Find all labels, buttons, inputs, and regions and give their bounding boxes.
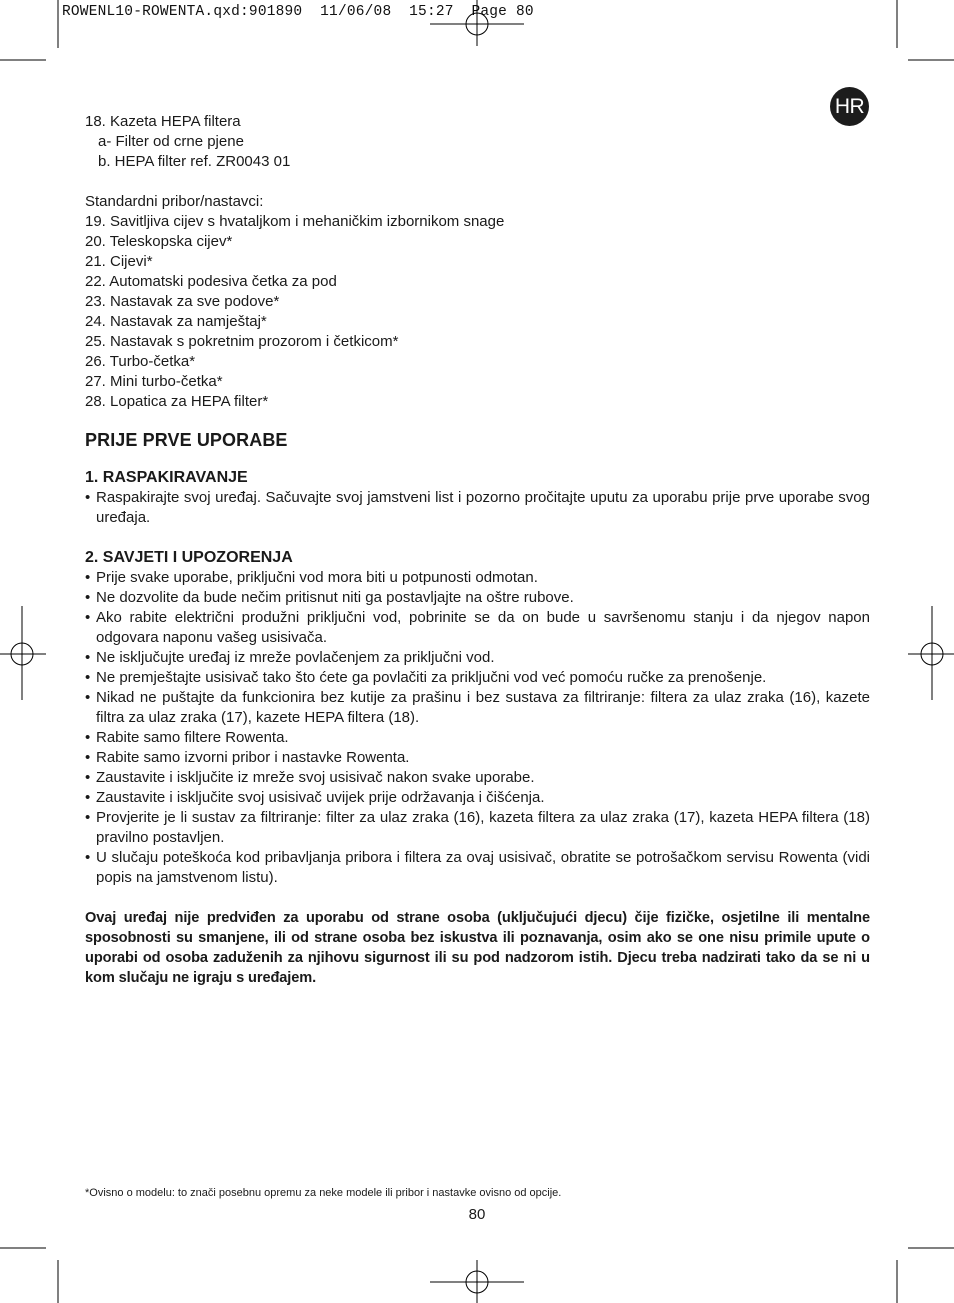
registration-mark-left [0,606,46,700]
section-heading-warnings: 2. SAVJETI I UPOZORENJA [85,549,293,566]
language-badge: HR [830,87,869,126]
section-heading-unpacking: 1. RASPAKIRAVANJE [85,469,248,486]
bullet-item: • Ne isključujte uređaj iz mreže povlačenjem za priključni vod. [85,649,495,666]
bullet-item: • Zaustavite i isključite svoj usisivač uvijek prije održavanja i čišćenja. [85,789,545,806]
accessory-item: 23. Nastavak za sve podove* [85,293,280,310]
accessory-item: 19. Savitljiva cijev s hvataljkom i mehaničkim izbornikom snage [85,213,505,230]
registration-mark-right [908,606,954,700]
accessory-item: 27. Mini turbo-četka* [85,373,223,390]
page-number: 80 [468,1206,486,1223]
accessories-title: Standardni pribor/nastavci: [85,193,264,210]
accessory-item: 28. Lopatica za HEPA filter* [85,393,269,410]
filter-subitem: a- Filter od crne pjene [98,133,244,150]
bullet-item: • Rabite samo filtere Rowenta. [85,729,289,746]
print-slug: ROWENL10-ROWENTA.qxd:901890 11/06/08 15:27 Page 80 [62,4,534,20]
accessory-item: 20. Teleskopska cijev* [85,233,233,250]
bullet-item: • Ne premještajte usisivač tako što ćete ga povlačiti za priključni vod već pomoću ručke za prenošenje. [85,669,767,686]
main-heading: PRIJE PRVE UPORABE [85,430,288,450]
bullet-item: • Raspakirajte svoj uređaj. Sačuvajte svoj jamstveni list i pozorno pročitajte uputu za uporabu prije prve uporabe svog uređaja. [85,489,870,526]
accessory-item: 22. Automatski podesiva četka za pod [85,273,337,290]
accessory-item: 24. Nastavak za namještaj* [85,313,267,330]
footnote: *Ovisno o modelu: to znači posebnu opremu za neke modele ili pribor i nastavke ovisno od opcije. [85,1187,562,1199]
safety-warning: Ovaj uređaj nije predviđen za uporabu od strane osoba (uključujući djecu) čije fizičke, osjetilne ili mentalne sposobnosti su smanjene, ili od strane osoba bez iskustva ili poznavanja, osim ako se one nisu primile upute o uporabi od osoba zaduženih za njihovu sigurnost ili su pod nadzorom istih. Djecu treba nadzirati tako da se ni u kom slučaju ne igraju s uređajem. [85,910,870,986]
bullet-item: • Ne dozvolite da bude nečim pritisnut niti ga postavljajte na oštre rubove. [85,589,574,606]
accessory-item: 25. Nastavak s pokretnim prozorom i četkicom* [85,333,399,350]
page-content [85,112,870,1003]
bullet-item: • Zaustavite i isključite iz mreže svoj usisivač nakon svake uporabe. [85,769,535,786]
bullet-item: • Nikad ne puštajte da funkcionira bez kutije za prašinu i bez sustava za filtriranje: filtera za ulaz zraka (16), kazete filtra za ulaz zraka (17), kazete HEPA filtera (18). [85,689,870,726]
bullet-item: • Rabite samo izvorni pribor i nastavke Rowenta. [85,749,410,766]
registration-mark-bottom [430,1260,524,1303]
accessory-item: 26. Turbo-četka* [85,353,196,370]
accessory-item: 21. Cijevi* [85,253,153,270]
bullet-item: • Provjerite je li sustav za filtriranje: filter za ulaz zraka (16), kazeta filtera za ulaz zraka (17), kazeta HEPA filtera (18) pravilno postavljen. [85,809,870,846]
filter-subitem: b. HEPA filter ref. ZR0043 01 [98,153,291,170]
bullet-item: • Prije svake uporabe, priključni vod mora biti u potpunosti odmotan. [85,569,538,586]
filter-item: 18. Kazeta HEPA filtera [85,113,241,130]
bullet-item: • Ako rabite električni produžni priključni vod, pobrinite se da on bude u savršenomu stanju i da njegov napon odgovara naponu vašeg usisivača. [85,609,870,646]
bullet-item: • U slučaju poteškoća kod pribavljanja pribora i filtera za ovaj usisivač, obratite se potrošačkom servisu Rowenta (vidi popis na jamstvenom listu). [85,849,870,886]
bullet-glyph: • [85,489,91,506]
